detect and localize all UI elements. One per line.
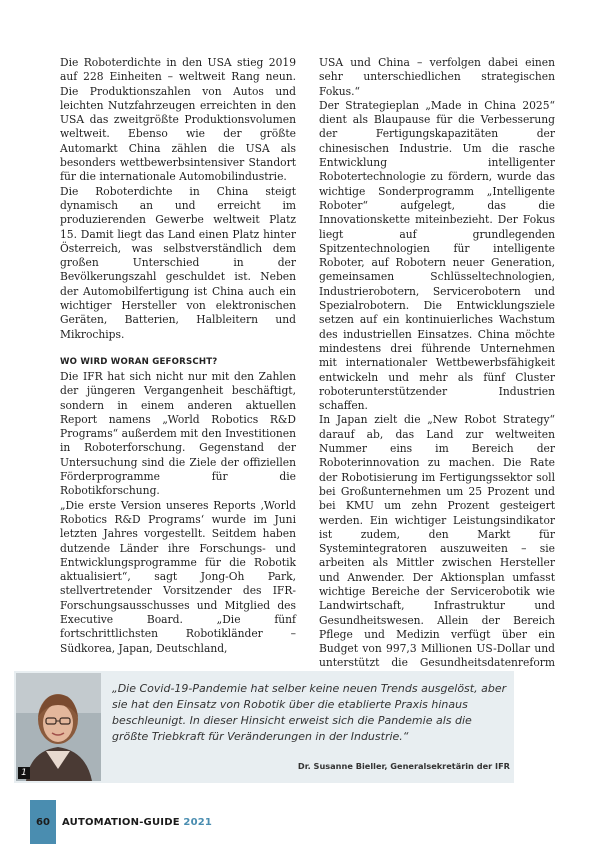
article-column-right xyxy=(319,56,555,685)
portrait-illustration xyxy=(16,673,101,781)
paragraph: „Die erste Version unseres Reports ‚World Robotics R&D Programs‘ wurde im Juni letzten Jahres vorgestellt. Seitdem haben dutzende Länder ihre Forschungs- und Entwicklungsprogramme für die Robotik aktualisiert“, sagt Jong-Oh Park, stellvertretender Vorsitzender des IFR-Forschungsausschusses und Mitglied des Executive Board. „Die fünf fortschrittlichsten Robotikländer – Südkorea, Japan, Deutschland, xyxy=(60,498,296,655)
publication-title xyxy=(62,817,212,828)
photo-marker: 1 xyxy=(18,767,30,779)
paragraph: Die IFR hat sich nicht nur mit den Zahlen der jüngeren Vergangenheit beschäftigt, sondern in einem anderen aktuellen Report namens „World Robotics R&D Programs“ außerdem mit den Investitionen in Roboterforschung. Gegenstand der Untersuchung sind die Ziele der offiziellen Förderprogramme für die Robotikforschung. xyxy=(60,369,296,498)
page-number: 60 xyxy=(36,817,50,828)
pull-quote-box xyxy=(14,671,514,783)
paragraph: Die Roboterdichte in den USA stieg 2019 auf 228 Einheiten – weltweit Rang neun. Die Produktionszahlen von Autos und leichten Nutzfahrzeugen erreichten in den USA das zweitgrößte Produktionsvolumen weltweit. Ebenso wie der größte Automarkt China zählen die USA als besonders wettbewerbsintensiver Standort für die internationale Automobilindustrie. xyxy=(60,56,296,184)
author-photo xyxy=(16,673,101,781)
paragraph: Die Roboterdichte in China steigt dynamisch an und erreicht im produzierenden Gewerbe weltweit Platz 15. Damit liegt das Land einen Platz hinter Österreich, was selbstverständlich dem großen Unterschied in der Bevölkerungszahl geschuldet ist. Neben der Automobilfertigung ist China auch ein wichtiger Hersteller von elektronischen Geräten, Batterien, Halbleitern und Mikrochips. xyxy=(60,184,296,341)
paragraph: Der Strategieplan „Made in China 2025“ dient als Blaupause für die Verbesserung der Fertigungskapazitäten der chinesischen Industrie. Um die rasche Entwicklung intelligenter Robotertechnologie zu fördern, wurde das wichtige Sonderprogramm „Intelligente Roboter“ aufgelegt, das die Innovationskette miteinbezieht. Der Fokus liegt auf grundlegenden Spitzentechnologien für intelligente Roboter, auf Robotern neuer Generation, gemeinsamen Schlüsseltechnologien, Industrierobotern, Servicerobotern und Spezialrobotern. Die Entwicklungsziele setzen auf ein kontinuierliches Wachstum des industriellen Einsatzes. China möchte mindestens drei führende Unternehmen mit internationaler Wettbewerbsfähigkeit entwickeln und mehr als fünf Cluster roboterunterstützender Industrien schaffen. xyxy=(319,98,555,413)
paragraph: In Japan zielt die „New Robot Strategy“ darauf ab, das Land zur weltweiten Nummer eins im Bereich der Roboterinnovation zu machen. Die Rate der Robotisierung im Fertigungssektor soll bei Großunternehmen um 25 Prozent und bei KMU um zehn Prozent gesteigert werden. Ein wichtiger Leistungsindikator ist zudem, den Markt für Systemintegratoren auszuweiten – sie arbeiten als Mittler zwischen Hersteller und Anwender. Der Aktionsplan umfasst wichtige Bereiche der Servicerobotik wie Landwirtschaft, Infrastruktur und Gesundheitswesen. Allein der Bereich Pflege und Medizin verfügt über ein Budget von 997,3 Millionen US-Dollar und unterstützt die Gesundheitsdatenreform xyxy=(319,413,555,670)
quote-author: Dr. Susanne Bieller, Generalsekretärin der IFR xyxy=(297,761,510,771)
article-column-left xyxy=(60,56,296,656)
publication-name: AUTOMATION-GUIDE xyxy=(62,817,180,828)
page-footer xyxy=(0,800,595,844)
publication-year: 2021 xyxy=(183,817,213,828)
quote-text: „Die Covid-19-Pandemie hat selber keine neuen Trends ausgelöst, aber sie hat den Einsatz von Robotik über die etablierte Praxis hinaus beschleunigt. In dieser Hinsicht erweist sich die Pandemie als die größte Triebkraft für Veränderungen in der Industrie.“ xyxy=(112,682,507,743)
section-heading: WO WIRD WORAN GEFORSCHT? xyxy=(60,356,218,367)
paragraph: USA und China – verfolgen dabei einen sehr unterschiedlichen strategischen Fokus.“ xyxy=(319,56,555,98)
